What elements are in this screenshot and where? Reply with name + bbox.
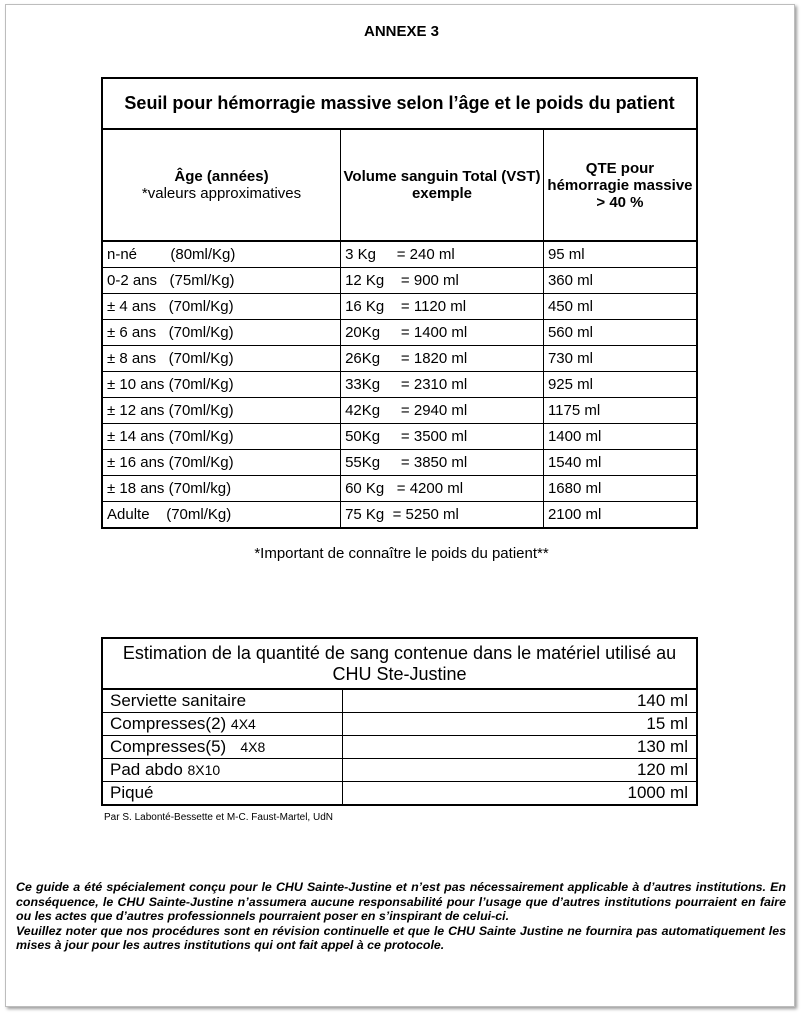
annex-title: ANNEXE 3 [363, 23, 440, 40]
material-item-cell [102, 782, 343, 806]
table-row [102, 241, 697, 268]
material-item-label: Piqué [110, 783, 154, 802]
header-age-main: Âge (années) [174, 168, 269, 185]
volume-cell: 26Kg = 1820 ml [341, 346, 544, 372]
material-item-label: Serviette sanitaire [110, 691, 247, 710]
volume-cell: 16 Kg = 1120 ml [341, 294, 544, 320]
age-cell: ± 8 ans (70ml/Kg) [102, 346, 341, 372]
age-cell: ± 10 ans (70ml/Kg) [102, 372, 341, 398]
material-item-cell [102, 736, 343, 759]
table-row [102, 502, 697, 529]
header-age [102, 129, 341, 241]
age-cell: ± 18 ans (70ml/kg) [102, 476, 341, 502]
blood-material-table [101, 637, 698, 806]
table-row [102, 782, 697, 806]
table-row [102, 713, 697, 736]
material-item-label: Compresses(5) [110, 737, 241, 756]
volume-cell: 60 Kg = 4200 ml [341, 476, 544, 502]
table-row [102, 320, 697, 346]
author-credit: Par S. Labonté-Bessette et M-C. Faust-Martel, UdN [104, 812, 333, 823]
volume-cell: 3 Kg = 240 ml [341, 241, 544, 268]
header-volume: Volume sanguin Total (VST) exemple [341, 129, 544, 241]
table1-title: Seuil pour hémorragie massive selon l’âge et le poids du patient [102, 78, 697, 129]
material-item-cell [102, 759, 343, 782]
qte-cell: 925 ml [543, 372, 697, 398]
material-volume-cell: 1000 ml [343, 782, 698, 806]
table-row [102, 450, 697, 476]
table-row [102, 398, 697, 424]
volume-cell: 42Kg = 2940 ml [341, 398, 544, 424]
material-volume-cell: 120 ml [343, 759, 698, 782]
table1-footnote: *Important de connaître le poids du patient** [254, 545, 549, 562]
table2-title: Estimation de la quantité de sang contenue dans le matériel utilisé au CHU Ste-Justine [102, 638, 697, 689]
table-row [102, 294, 697, 320]
table-row [102, 736, 697, 759]
age-cell: Adulte (70ml/Kg) [102, 502, 341, 529]
material-item-size: 4X4 [230, 716, 256, 732]
qte-cell: 1400 ml [543, 424, 697, 450]
material-item-label: Pad abdo [110, 760, 188, 779]
volume-cell: 55Kg = 3850 ml [341, 450, 544, 476]
disclaimer-paragraph-2: Veuillez noter que nos procédures sont en révision continuelle et que le CHU Sainte Justine ne fournira pas automatiquement les mises à jour pour les autres institutions qui ont fait appel à ce protocole. [16, 923, 786, 952]
table-row [102, 759, 697, 782]
qte-cell: 360 ml [543, 268, 697, 294]
material-volume-cell: 140 ml [343, 689, 698, 713]
material-item-size: 4X8 [240, 739, 266, 755]
table-row [102, 476, 697, 502]
header-qte: QTE pour hémorragie massive > 40 % [543, 129, 697, 241]
material-item-cell [102, 713, 343, 736]
disclaimer-paragraph-1: Ce guide a été spécialement conçu pour le CHU Sainte-Justine et n’est pas nécessairement applicable à d’autres institutions. En conséquence, le CHU Sainte-Justine n’assumera aucune responsabilité pour l’usage que d’autres institutions pourraient en faire ou les actes que d’autres professionnels pourraient poser en s’inspirant de celui-ci. [16, 880, 786, 923]
age-cell: ± 12 ans (70ml/Kg) [102, 398, 341, 424]
age-cell: ± 6 ans (70ml/Kg) [102, 320, 341, 346]
age-cell: ± 14 ans (70ml/Kg) [102, 424, 341, 450]
table-row [102, 268, 697, 294]
disclaimer [16, 880, 786, 953]
qte-cell: 2100 ml [543, 502, 697, 529]
header-age-sub: *valeurs approximatives [141, 185, 302, 202]
material-volume-cell: 15 ml [343, 713, 698, 736]
qte-cell: 560 ml [543, 320, 697, 346]
material-volume-cell: 130 ml [343, 736, 698, 759]
age-cell: 0-2 ans (75ml/Kg) [102, 268, 341, 294]
age-cell: n-né (80ml/Kg) [102, 241, 341, 268]
material-item-label: Compresses(2) [110, 714, 231, 733]
table-row [102, 689, 697, 713]
qte-cell: 730 ml [543, 346, 697, 372]
age-cell: ± 16 ans (70ml/Kg) [102, 450, 341, 476]
volume-cell: 50Kg = 3500 ml [341, 424, 544, 450]
qte-cell: 95 ml [543, 241, 697, 268]
qte-cell: 1540 ml [543, 450, 697, 476]
material-item-cell [102, 689, 343, 713]
qte-cell: 1175 ml [543, 398, 697, 424]
volume-cell: 75 Kg = 5250 ml [341, 502, 544, 529]
qte-cell: 1680 ml [543, 476, 697, 502]
hemorrhage-threshold-table [101, 77, 698, 529]
material-item-size: 8X10 [187, 762, 221, 778]
volume-cell: 12 Kg = 900 ml [341, 268, 544, 294]
table-row [102, 346, 697, 372]
volume-cell: 20Kg = 1400 ml [341, 320, 544, 346]
table-row [102, 424, 697, 450]
age-cell: ± 4 ans (70ml/Kg) [102, 294, 341, 320]
qte-cell: 450 ml [543, 294, 697, 320]
table-row [102, 372, 697, 398]
volume-cell: 33Kg = 2310 ml [341, 372, 544, 398]
